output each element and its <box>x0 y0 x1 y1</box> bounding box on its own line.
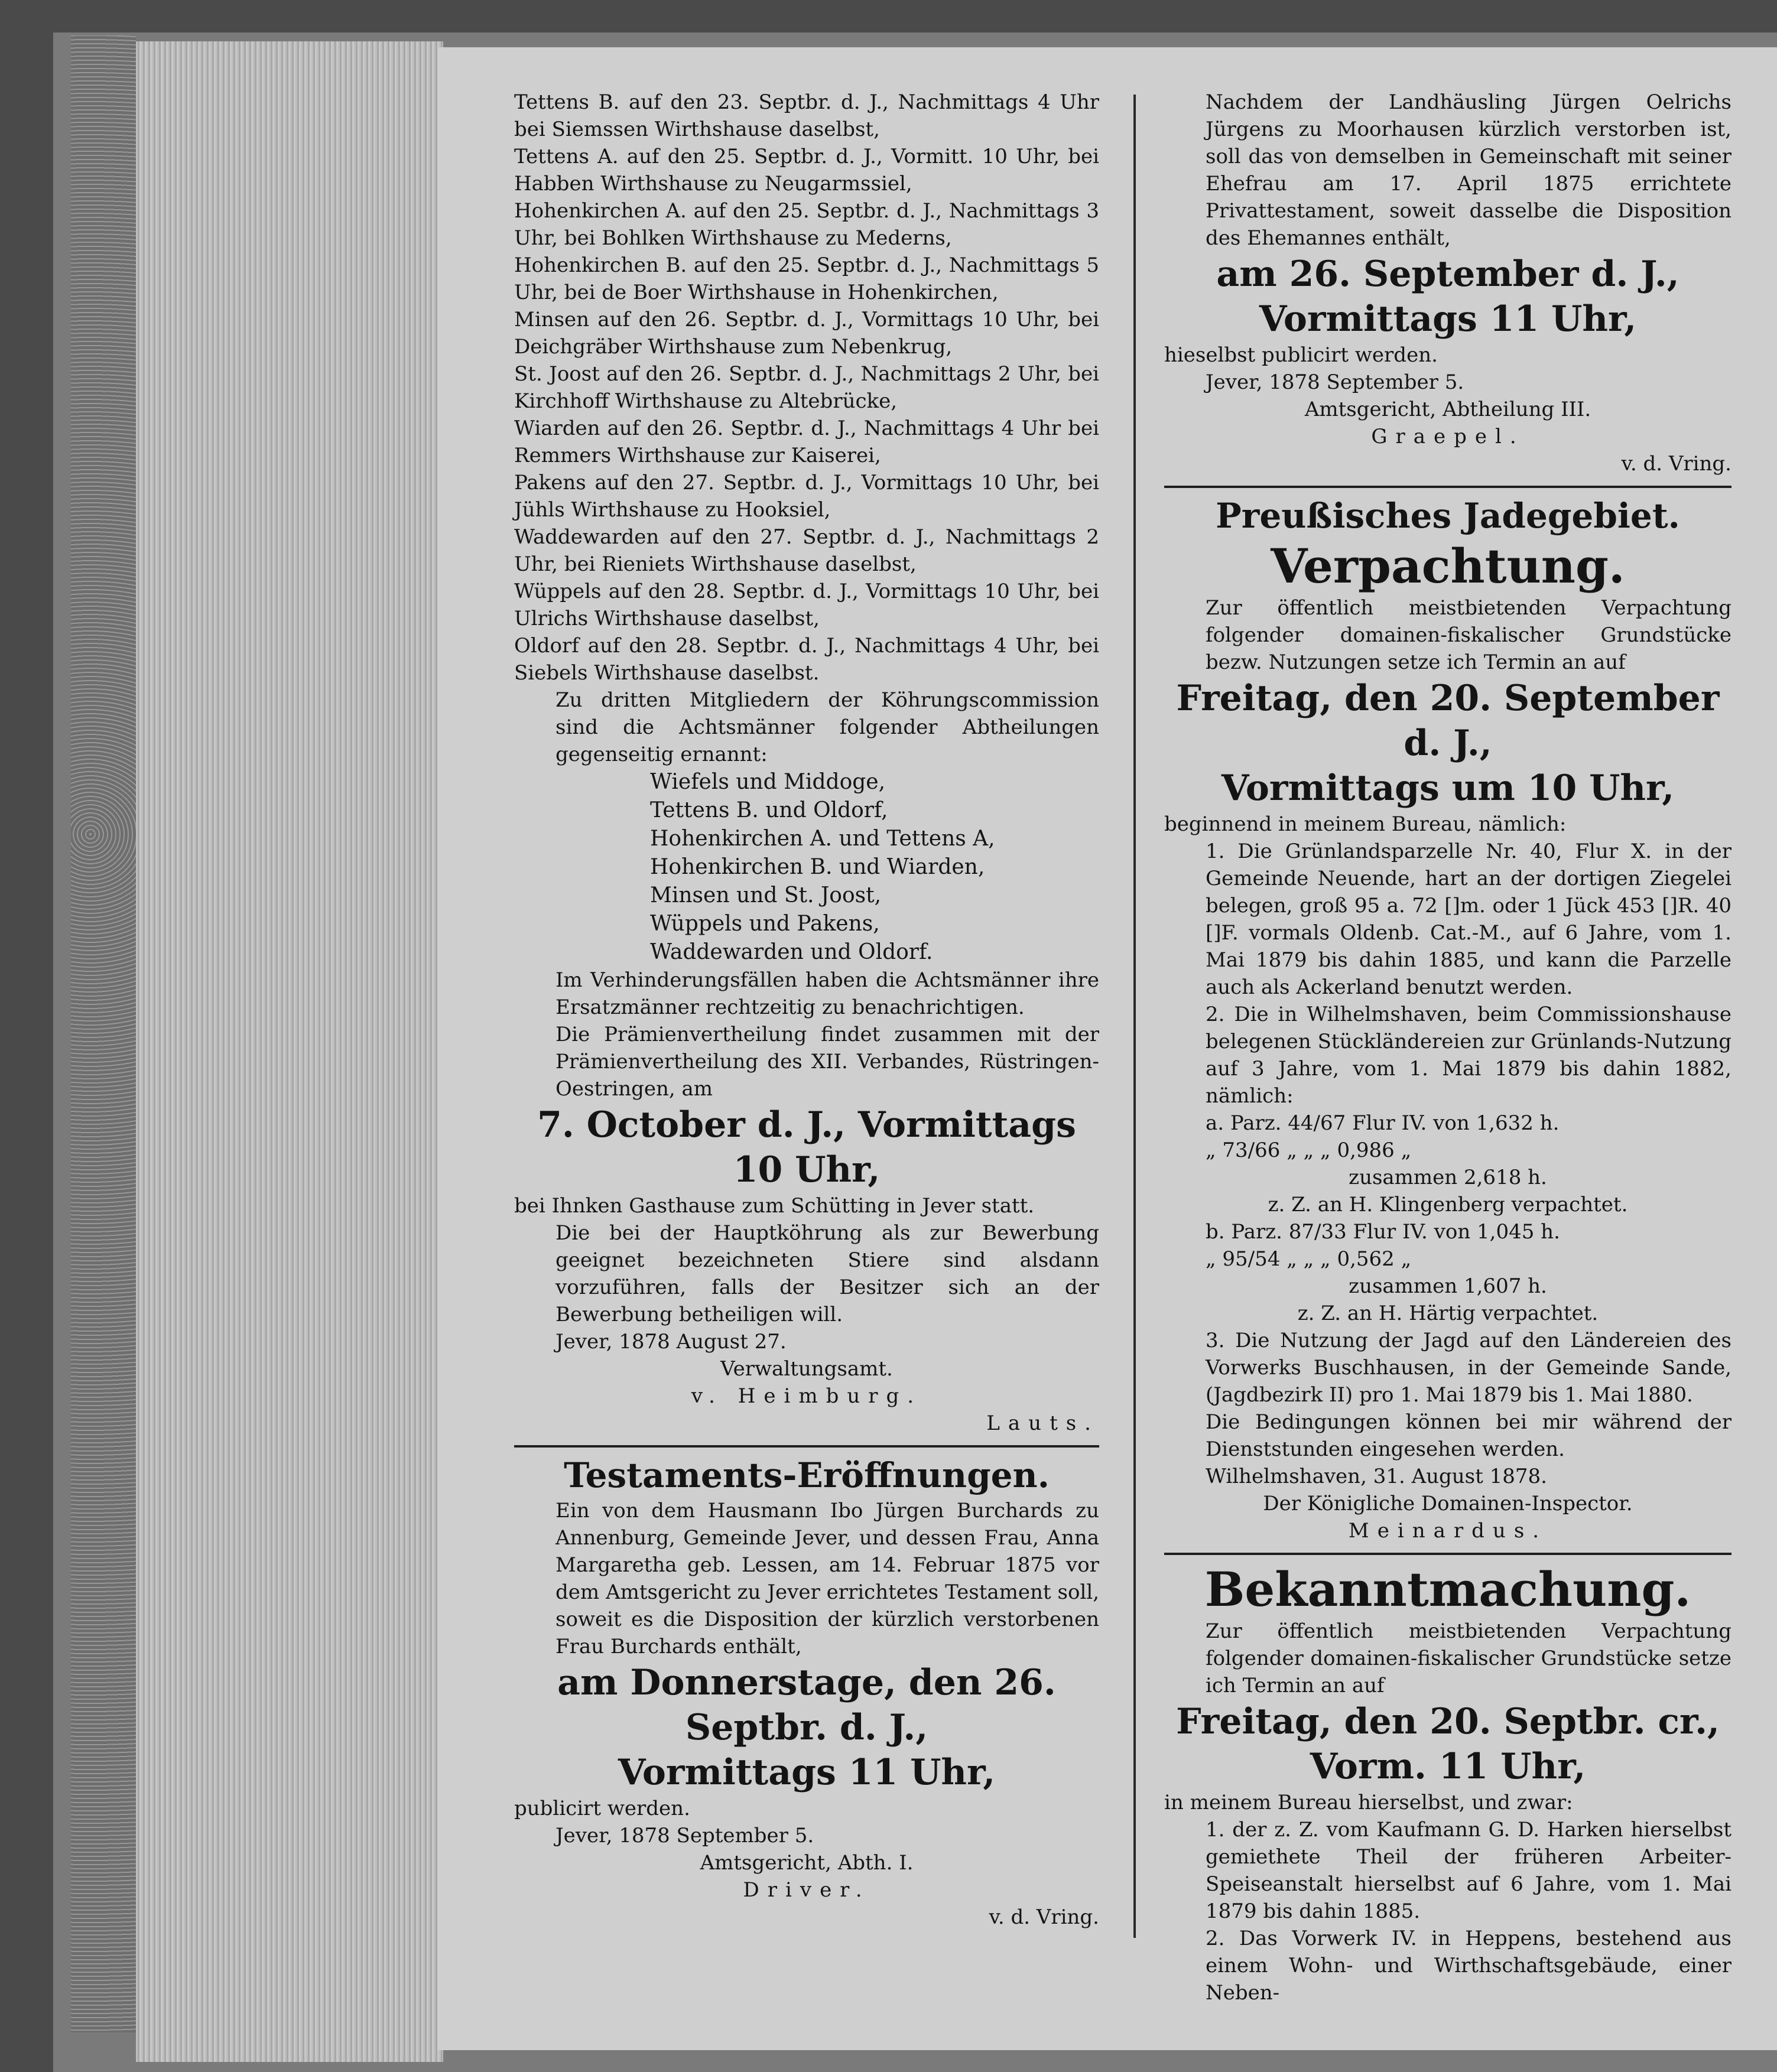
section-title: Testaments-Eröffnungen. <box>564 1455 1050 1495</box>
schedule-entry: Hohenkirchen B. auf den 25. Septbr. d. J., Nachmittags 5 Uhr, bei de Boer Wirthshause in Hohenkirchen, <box>514 253 1099 304</box>
list-item: 1. der z. Z. vom Kaufmann G. D. Harken hierselbst gemiethete Theil der früheren Arbeiter-Speiseanstalt hierselbst auf 6 Jahre, vom 1. Mai 1879 bis dahin 1885. <box>1206 1818 1731 1923</box>
section-rule <box>1164 486 1731 488</box>
paragraph: Zur öffentlich meistbietenden Verpachtung folgender domainen-fiskalischer Grundstücke bezw. Nutzungen setze ich Termin an auf <box>1206 596 1731 674</box>
pair-item: Wüppels und Pakens, <box>650 912 880 936</box>
schedule-entry: Hohenkirchen A. auf den 25. Septbr. d. J., Nachmittags 3 Uhr, bei Bohlken Wirthshause zu Mederns, <box>514 199 1099 250</box>
place-date: Jever, 1878 September 5. <box>1206 370 1464 394</box>
office-name: Der Königliche Domainen-Inspector. <box>1263 1492 1633 1515</box>
parcel-note: z. Z. an H. Klingenberg verpachtet. <box>1268 1193 1628 1216</box>
signature: Driver. <box>743 1878 870 1902</box>
parcel-row: „ 95/54 „ „ „ 0,562 „ <box>1206 1247 1412 1271</box>
paragraph: Die Prämienvertheilung findet zusammen mit der Prämienvertheilung des XII. Verbandes, Rüstringen-Oestringen, am <box>555 1023 1099 1101</box>
parcel-row: a. Parz. 44/67 Flur IV. von 1,632 h. <box>1206 1111 1560 1135</box>
cover-edge <box>71 35 136 2032</box>
paragraph: publicirt werden. <box>514 1797 690 1820</box>
signature: Meinardus. <box>1348 1519 1548 1543</box>
schedule-entry: Waddewarden auf den 27. Septbr. d. J., Nachmittags 2 Uhr, bei Rieniets Wirthshause daselbst, <box>514 525 1099 576</box>
list-item: 2. Die in Wilhelmshaven, beim Commissionshause belegenen Stückländereien zur Grünlands-Nutzung auf 3 Jahre, vom 1. Mai 1879 bis dahin 1882, nämlich: <box>1206 1003 1731 1108</box>
signature: Graepel. <box>1371 425 1525 448</box>
office-name: Verwaltungsamt. <box>720 1357 893 1381</box>
paragraph: in meinem Bureau hierselbst, und zwar: <box>1164 1791 1573 1814</box>
page-stack <box>136 41 443 2062</box>
list-item: 2. Das Vorwerk IV. in Heppens, bestehend aus einem Wohn- und Wirthschaftsgebäude, einer Neben- <box>1206 1927 1731 2005</box>
pair-item: Hohenkirchen A. und Tettens A, <box>650 827 995 851</box>
pair-item: Hohenkirchen B. und Wiarden, <box>650 855 985 879</box>
signature: v. d. Vring. <box>989 1905 1099 1929</box>
headline-date: Freitag, den 20. Septbr. cr., <box>1176 1701 1720 1742</box>
column-divider <box>1133 95 1136 1938</box>
headline-date: 7. October d. J., Vormittags 10 Uhr, <box>537 1104 1076 1190</box>
schedule-entry: Minsen auf den 26. Septbr. d. J., Vormittags 10 Uhr, bei Deichgräber Wirthshause zum Nebenkrug, <box>514 308 1099 359</box>
left-column <box>514 89 1099 1931</box>
paragraph: Im Verhinderungsfällen haben die Achtsmänner ihre Ersatzmänner rechtzeitig zu benachrichtigen. <box>555 968 1099 1019</box>
paragraph: Die bei der Hauptköhrung als zur Bewerbung geeignet bezeichneten Stiere sind alsdann vorzuführen, falls der Besitzer sich an der Bewerbung betheiligen will. <box>555 1221 1099 1326</box>
schedule-entry: St. Joost auf den 26. Septbr. d. J., Nachmittags 2 Uhr, bei Kirchhoff Wirthshause zu Altebrücke, <box>514 362 1099 413</box>
headline-time: Vormittags 11 Uhr, <box>1259 298 1637 340</box>
headline-time: Vorm. 11 Uhr, <box>1310 1746 1586 1787</box>
schedule-entry: Wiarden auf den 26. Septbr. d. J., Nachmittags 4 Uhr bei Remmers Wirthshause zur Kaiserei, <box>514 417 1099 467</box>
paragraph: Die Bedingungen können bei mir während der Dienststunden eingesehen werden. <box>1206 1410 1731 1461</box>
section-headline: Verpachtung. <box>1271 538 1625 594</box>
paragraph: Nachdem der Landhäusling Jürgen Oelrichs Jürgens zu Moorhausen kürzlich verstorben ist, soll das von demselben in Gemeinschaft mit seiner Ehefrau am 17. April 1875 errichtete Privattestament, soweit dasselbe die Disposition des Ehemannes enthält, <box>1206 90 1731 250</box>
paragraph: Ein von dem Hausmann Ibo Jürgen Burchards zu Annenburg, Gemeinde Jever, und dessen Frau, Anna Margaretha geb. Lessen, am 14. Februar 1875 vor dem Amtsgericht zu Jever errichtetes Testament soll, soweit es die Disposition der kürzlich verstorbenen Frau Burchards enthält, <box>555 1499 1099 1658</box>
office-name: Amtsgericht, Abtheilung III. <box>1304 398 1591 421</box>
pair-item: Wiefels und Middoge, <box>650 770 886 794</box>
pair-item: Waddewarden und Oldorf. <box>650 940 933 964</box>
headline-time: Vormittags um 10 Uhr, <box>1221 767 1675 809</box>
commission-intro: Zu dritten Mitgliedern der Köhrungscommission sind die Achtsmänner folgender Abtheilungen gegenseitig ernannt: <box>555 688 1099 766</box>
right-column <box>1164 89 1731 2006</box>
paragraph: hieselbst publicirt werden. <box>1164 343 1438 367</box>
section-rule <box>1164 1553 1731 1555</box>
place-date: Jever, 1878 August 27. <box>555 1330 787 1354</box>
schedule-entry: Tettens A. auf den 25. Septbr. d. J., Vormitt. 10 Uhr, bei Habben Wirthshause zu Neugarmssiel, <box>514 145 1099 196</box>
headline-date: am Donnerstage, den 26. Septbr. d. J., <box>557 1662 1056 1748</box>
schedule-entry: Wüppels auf den 28. Septbr. d. J., Vormittags 10 Uhr, bei Ulrichs Wirthshause daselbst, <box>514 580 1099 630</box>
schedule-entry: Tettens B. auf den 23. Septbr. d. J., Nachmittags 4 Uhr bei Siemssen Wirthshause daselbst, <box>514 90 1099 141</box>
signature: v. Heimburg. <box>691 1384 922 1408</box>
schedule-entry: Oldorf auf den 28. Septbr. d. J., Nachmittags 4 Uhr, bei Siebels Wirthshause daselbst. <box>514 634 1099 685</box>
office-name: Amtsgericht, Abth. I. <box>700 1851 914 1875</box>
headline-date: Freitag, den 20. September d. J., <box>1176 678 1720 764</box>
signature: v. d. Vring. <box>1621 452 1731 476</box>
list-item: 3. Die Nutzung der Jagd auf den Ländereien des Vorwerks Buschhausen, in der Gemeinde Sande, (Jagdbezirk II) pro 1. Mai 1879 bis 1. Mai 1880. <box>1206 1329 1731 1407</box>
headline-date: am 26. September d. J., <box>1216 253 1679 295</box>
parcel-row: b. Parz. 87/33 Flur IV. von 1,045 h. <box>1206 1220 1560 1244</box>
paragraph: Zur öffentlich meistbietenden Verpachtung folgender domainen-fiskalischer Grundstücke setze ich Termin an auf <box>1206 1619 1731 1697</box>
section-title: Preußisches Jadegebiet. <box>1216 496 1680 536</box>
pair-item: Tettens B. und Oldorf, <box>650 798 888 822</box>
parcel-row: „ 73/66 „ „ „ 0,986 „ <box>1206 1139 1412 1162</box>
parcel-total: zusammen 1,607 h. <box>1349 1274 1547 1298</box>
paragraph: bei Ihnken Gasthause zum Schütting in Jever statt. <box>514 1194 1035 1218</box>
headline-time: Vormittags 11 Uhr, <box>618 1752 996 1793</box>
section-rule <box>514 1445 1099 1448</box>
place-date: Jever, 1878 September 5. <box>555 1824 814 1847</box>
schedule-entry: Pakens auf den 27. Septbr. d. J., Vormittags 10 Uhr, bei Jühls Wirthshause zu Hooksiel, <box>514 471 1099 522</box>
list-item: 1. Die Grünlandsparzelle Nr. 40, Flur X. in der Gemeinde Neuende, hart an der dortigen Ziegelei belegen, groß 95 a. 72 []m. oder 1 Jück 453 []R. 40 []F. vormals Oldenb. Cat.-M., auf 6 Jahre, vom 1. Mai 1879 bis dahin 1885, und kann die Parzelle auch als Ackerland benutzt werden. <box>1206 840 1731 999</box>
signature: Lauts. <box>986 1411 1099 1435</box>
paragraph: beginnend in meinem Bureau, nämlich: <box>1164 812 1567 836</box>
parcel-total: zusammen 2,618 h. <box>1349 1166 1547 1189</box>
section-headline: Bekanntmachung. <box>1204 1562 1691 1617</box>
place-date: Wilhelmshaven, 31. August 1878. <box>1206 1465 1547 1488</box>
parcel-note: z. Z. an H. Härtig verpachtet. <box>1297 1302 1599 1325</box>
pair-item: Minsen und St. Joost, <box>650 883 882 907</box>
